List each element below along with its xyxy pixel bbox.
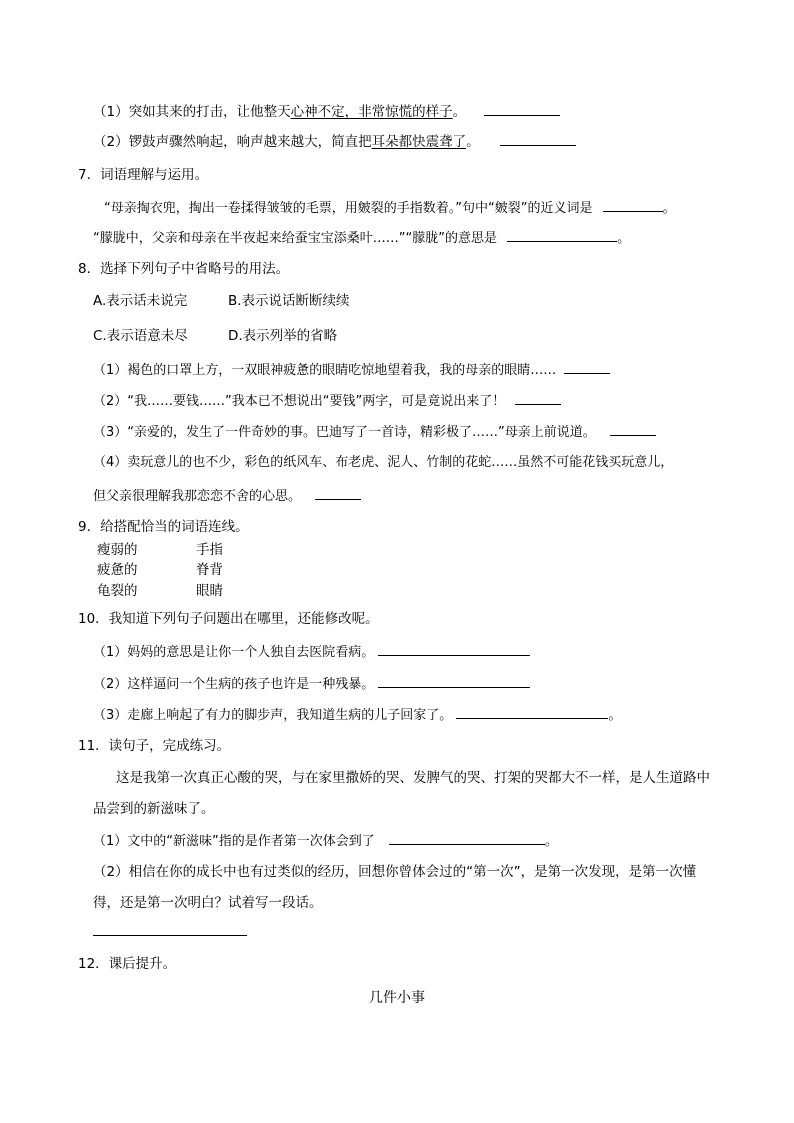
writing-line[interactable] (93, 922, 247, 936)
q7-line-1: “母亲掏衣兜，掏出一卷揉得皱皱的毛票，用皴裂的手指数着。”句中“皴裂”的近义词是 。 (104, 198, 676, 218)
q9-heading: 9．给搭配恰当的词语连线。 (78, 519, 249, 535)
q9-left-word[interactable]: 瘦弱的 (97, 542, 138, 558)
q9-left-word[interactable]: 疲惫的 (97, 562, 138, 578)
answer-blank[interactable] (456, 705, 608, 719)
q8-sentence-3: （3）“亲爱的，发生了一件奇妙的事。巴迪写了一首诗，精彩极了……”母亲上前说道。 (93, 422, 656, 442)
answer-blank[interactable] (500, 132, 576, 146)
q10-sentence-2: （2）这样逼问一个生病的孩子也许是一种残暴。 (93, 674, 530, 694)
q12-heading: 12．课后提升。 (78, 956, 177, 972)
q10-sentence-3: （3）走廊上响起了有力的脚步声，我知道生病的儿子回家了。 。 (93, 705, 621, 725)
answer-blank[interactable] (484, 102, 560, 116)
q8-option-b: B.表示说话断断续续 (228, 293, 350, 309)
q11-passage-cont: 品尝到的新滋味了。 (93, 801, 215, 817)
q8-option-a: A.表示话未说完 (93, 293, 188, 309)
q8-option-d: D.表示列举的省略 (228, 328, 338, 344)
answer-blank[interactable] (515, 391, 561, 405)
q10-heading: 10．我知道下列句子问题出在哪里，还能修改呢。 (78, 611, 379, 627)
q11-question-1: （1）文中的“新滋味”指的是作者第一次体会到了 。 (93, 831, 558, 851)
q7-heading: 7．词语理解与运用。 (78, 167, 209, 183)
q9-left-word[interactable]: 龟裂的 (97, 583, 138, 599)
q8-sentence-2: （2）“我……要钱……”我本已不想说出“要钱”两字，可是竟说出来了！ (93, 391, 561, 411)
passage-title: 几件小事 (369, 990, 425, 1006)
answer-blank[interactable] (507, 228, 617, 242)
underlined-phrase: 心神不定，非常惊慌的样子 (290, 104, 453, 120)
q8-option-c: C.表示语意未尽 (93, 328, 188, 344)
q11-question-2: （2）相信在你的成长中也有过类似的经历，回想你曾体会过的“第一次”，是第一次发现，是第一次懂 (93, 864, 697, 880)
q11-question-2-cont: 得，还是第一次明白？试着写一段话。 (93, 895, 323, 911)
q10-sentence-1: （1）妈妈的意思是让你一个人独自去医院看病。 (93, 642, 530, 662)
q11-passage: 这是我第一次真正心酸的哭，与在家里撒娇的哭、发脾气的哭、打架的哭都大不一样，是人生道路中 (116, 770, 710, 786)
q6-item-1: （1）突如其来的打击，让他整天心神不定，非常惊慌的样子。 (93, 102, 560, 121)
q8-heading: 8．选择下列句子中省略号的用法。 (78, 261, 290, 277)
answer-blank[interactable] (610, 422, 656, 436)
q9-right-word[interactable]: 手指 (196, 542, 223, 558)
answer-blank[interactable] (378, 642, 530, 656)
q8-sentence-4-cont: 但父亲很理解我那恋恋不舍的心思。 (93, 486, 361, 506)
q8-sentence-4: （4）卖玩意儿的也不少，彩色的纸风车、布老虎、泥人、竹制的花蛇……虽然不可能花钱买玩意儿， (93, 455, 674, 470)
q7-line-2: “朦胧中，父亲和母亲在半夜起来给蚕宝宝添桑叶……”“朦胧”的意思是 。 (93, 228, 630, 248)
answer-blank[interactable] (315, 486, 361, 500)
answer-blank[interactable] (378, 674, 530, 688)
q8-sentence-1: （1）褐色的口罩上方，一双眼神疲惫的眼睛吃惊地望着我，我的母亲的眼睛…… (93, 360, 610, 380)
q6-item-2: （2）锣鼓声骤然响起，响声越来越大，简直把耳朵都快震聋了。 (93, 132, 576, 151)
q11-heading: 11．读句子，完成练习。 (78, 738, 231, 754)
q9-right-word[interactable]: 脊背 (196, 562, 223, 578)
answer-blank[interactable] (564, 360, 610, 374)
q9-right-word[interactable]: 眼睛 (196, 583, 223, 599)
underlined-phrase: 耳朵都快震聋了 (371, 134, 467, 150)
answer-blank[interactable] (603, 198, 663, 212)
answer-blank[interactable] (389, 831, 545, 845)
